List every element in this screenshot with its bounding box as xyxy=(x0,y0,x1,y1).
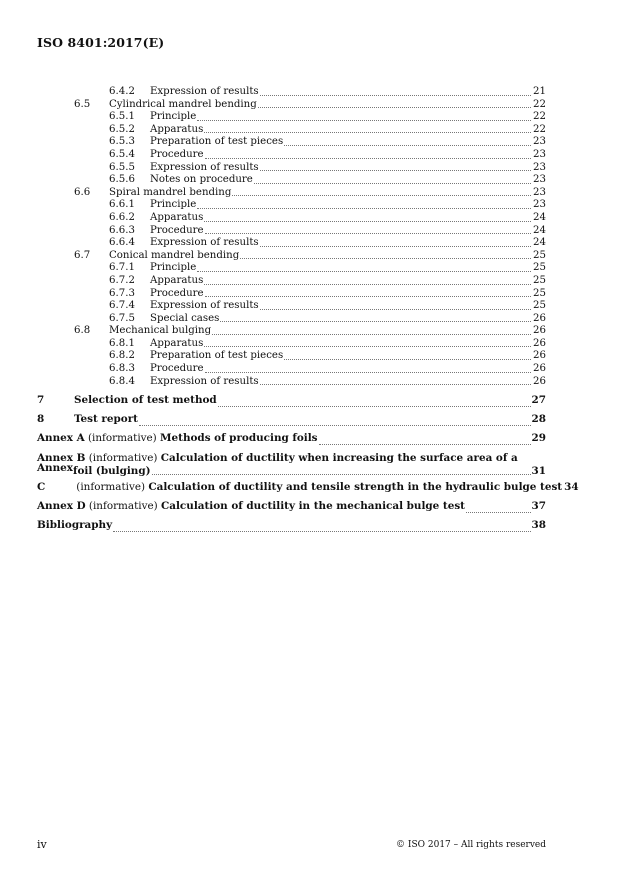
toc-leader-dots xyxy=(197,207,531,209)
toc-leader-dots xyxy=(258,106,531,108)
toc-leader-dots xyxy=(260,169,531,171)
toc-leader-dots xyxy=(240,257,531,259)
toc-entry-page: 26 xyxy=(533,350,546,362)
toc-entry-number: 6.6.2 xyxy=(109,211,135,223)
toc-leader-dots xyxy=(139,424,531,426)
toc-leader-dots xyxy=(204,283,531,285)
toc-entry-number: 6.7.2 xyxy=(109,274,135,286)
toc-entry-title: Expression of results xyxy=(150,237,259,249)
toc-entry-bibliography[interactable] xyxy=(37,516,546,535)
toc-leader-dots xyxy=(197,270,531,272)
toc-leader-dots xyxy=(260,308,531,310)
toc-entry-number: 6.6 xyxy=(74,186,91,198)
toc-entry[interactable] xyxy=(37,325,546,338)
toc-leader-dots xyxy=(260,245,531,247)
toc-entry-title: Selection of test method xyxy=(74,394,217,407)
toc-entry-page: 31 xyxy=(531,465,546,478)
toc-entry-title: Spiral mandrel bending xyxy=(109,186,232,198)
toc-entry-title: Procedure xyxy=(150,148,204,160)
toc-leader-dots xyxy=(205,157,531,159)
toc-leader-dots xyxy=(152,473,531,475)
toc-entry-number: 6.5.3 xyxy=(109,136,135,148)
toc-entry-title: Expression of results xyxy=(150,86,259,97)
toc-entry-title: Calculation of ductility and tensile strength in the hydraulic bulge test xyxy=(148,480,563,493)
toc-entry[interactable] xyxy=(37,162,546,175)
toc-leader-dots xyxy=(284,144,531,146)
toc-entry-number: 7 xyxy=(37,394,45,407)
toc-entry[interactable] xyxy=(37,237,546,250)
toc-entry-clause-7[interactable] xyxy=(37,391,546,410)
toc-entry-page: 29 xyxy=(531,432,546,445)
toc-leader-dots xyxy=(113,530,530,532)
toc-entry-page: 24 xyxy=(533,211,546,223)
toc-entry-page: 38 xyxy=(531,518,546,531)
toc-entry[interactable] xyxy=(37,212,546,225)
toc-entry[interactable] xyxy=(37,350,546,363)
toc-entry[interactable] xyxy=(37,250,546,263)
toc-entry[interactable] xyxy=(37,363,546,376)
toc-entry[interactable] xyxy=(37,338,546,351)
toc-entry-title-line1: Calculation of ductility when increasing the surface area of a xyxy=(160,452,518,465)
toc-entry-title: Apparatus xyxy=(150,337,204,349)
toc-entry-page: 23 xyxy=(533,174,546,186)
toc-entry-title: Apparatus xyxy=(150,123,204,135)
toc-leader-dots xyxy=(218,405,531,407)
toc-entry-title: Notes on procedure xyxy=(150,174,253,186)
toc-entry-number: 6.6.1 xyxy=(109,199,135,211)
toc-leader-dots xyxy=(204,345,531,347)
toc-entry-number: 6.5.2 xyxy=(109,123,135,135)
annex-kind: (informative) xyxy=(84,432,161,445)
toc-entry-title: Cylindrical mandrel bending xyxy=(109,98,257,110)
toc-entry[interactable] xyxy=(37,149,546,162)
toc-leader-dots xyxy=(466,511,531,513)
toc-entry-number: 6.7.4 xyxy=(109,300,135,312)
toc-entry-title: Special cases xyxy=(150,312,220,324)
toc-entry-number: 6.8.4 xyxy=(109,375,135,387)
toc-entry-page: 26 xyxy=(533,325,546,337)
toc-entry[interactable] xyxy=(37,288,546,301)
toc-entry-page: 26 xyxy=(533,312,546,324)
toc-entry-number: 6.4.2 xyxy=(109,86,135,97)
toc-entry-title: Procedure xyxy=(150,287,204,299)
toc-entry-number: 6.5.4 xyxy=(109,148,135,160)
toc-entry-clause-8[interactable] xyxy=(37,410,546,429)
toc-subsection-list xyxy=(37,86,546,388)
toc-leader-dots xyxy=(205,232,531,234)
document-header: ISO 8401:2017(E) xyxy=(37,35,165,50)
toc-entry-number: 8 xyxy=(37,413,45,426)
toc-entry[interactable] xyxy=(37,376,546,389)
toc-entry-title: Principle xyxy=(150,111,197,123)
toc-leader-dots xyxy=(284,358,531,360)
toc-entry[interactable] xyxy=(37,86,546,99)
toc-entry-page: 23 xyxy=(533,186,546,198)
toc-entry[interactable] xyxy=(37,124,546,137)
toc-entry-title: Procedure xyxy=(150,224,204,236)
toc-leader-dots xyxy=(204,220,531,222)
annex-kind: (informative) xyxy=(72,480,149,493)
toc-entry-title: Calculation of ductility in the mechanical bulge test xyxy=(160,499,465,512)
annex-label: Annex B xyxy=(37,452,86,465)
toc-entry-number: 6.8.2 xyxy=(109,350,135,362)
toc-entry-page: 23 xyxy=(533,136,546,148)
toc-entry-page: 25 xyxy=(533,300,546,312)
toc-entry-page: 23 xyxy=(533,148,546,160)
toc-entry[interactable] xyxy=(37,262,546,275)
toc-entry-number: 6.7 xyxy=(74,249,91,261)
toc-entry-number: 6.6.3 xyxy=(109,224,135,236)
toc-entry-number: 6.7.5 xyxy=(109,312,135,324)
toc-entry[interactable] xyxy=(37,136,546,149)
toc-entry-page: 22 xyxy=(533,123,546,135)
toc-entry-title: Preparation of test pieces xyxy=(150,350,284,362)
toc-entry[interactable] xyxy=(37,225,546,238)
toc-leader-dots xyxy=(220,320,531,322)
toc-entry-page: 25 xyxy=(533,249,546,261)
toc-entry-title: Apparatus xyxy=(150,274,204,286)
toc-entry-number: 6.5.6 xyxy=(109,174,135,186)
toc-leader-dots xyxy=(205,295,531,297)
toc-entry[interactable] xyxy=(37,300,546,313)
toc-entry-number: 6.5.1 xyxy=(109,111,135,123)
toc-entry-page: 34 xyxy=(564,480,579,493)
annex-label: Annex A xyxy=(37,432,85,445)
toc-entry-page: 26 xyxy=(533,375,546,387)
toc-entry-page: 25 xyxy=(533,287,546,299)
toc-entry-number: 6.5 xyxy=(74,98,91,110)
toc-leader-dots xyxy=(232,194,531,196)
toc-entry-title: Procedure xyxy=(150,363,204,375)
toc-entry[interactable] xyxy=(37,99,546,112)
toc-entry-title: Expression of results xyxy=(150,300,259,312)
toc-entry[interactable] xyxy=(37,199,546,212)
toc-entry-number: 6.8 xyxy=(74,325,91,337)
page-number: iv xyxy=(37,838,47,851)
toc-entry-page: 24 xyxy=(533,224,546,236)
toc-leader-dots xyxy=(260,383,531,385)
toc-leader-dots xyxy=(212,333,531,335)
toc-entry[interactable] xyxy=(37,174,546,187)
toc-leader-dots xyxy=(260,94,531,96)
toc-entry-title: Preparation of test pieces xyxy=(150,136,284,148)
toc-entry-annex-d[interactable] xyxy=(37,497,546,516)
toc-entry-number: 6.8.1 xyxy=(109,337,135,349)
toc-entry-page: 26 xyxy=(533,337,546,349)
toc-entry[interactable] xyxy=(37,275,546,288)
annex-kind: (informative) xyxy=(85,452,161,465)
toc-entry-page: 25 xyxy=(533,274,546,286)
toc-leader-dots xyxy=(197,119,531,121)
toc-entry-page: 21 xyxy=(533,86,546,97)
annex-label: Annex C xyxy=(37,461,73,493)
toc-entry-title-line2: foil (bulging) xyxy=(73,465,151,478)
toc-entry[interactable] xyxy=(37,313,546,326)
toc-entry-page: 22 xyxy=(533,111,546,123)
toc-entry-page: 24 xyxy=(533,237,546,249)
toc-leader-dots xyxy=(204,131,531,133)
toc-entry-title: Test report xyxy=(74,413,138,426)
toc-entry-title: Principle xyxy=(150,199,197,211)
toc-entry-page: 28 xyxy=(531,413,546,426)
toc-entry-annex-b[interactable] xyxy=(37,452,546,478)
toc-entry-page: 25 xyxy=(533,262,546,274)
toc-leader-dots xyxy=(254,182,531,184)
toc-entry-page: 37 xyxy=(531,499,546,512)
toc-entry-page: 22 xyxy=(533,98,546,110)
toc-entry-title: Mechanical bulging xyxy=(109,325,212,337)
toc-entry-number: 6.7.1 xyxy=(109,262,135,274)
toc-entry-title: Apparatus xyxy=(150,211,204,223)
toc-entry-page: 27 xyxy=(531,394,546,407)
toc-entry-page: 23 xyxy=(533,161,546,173)
annex-kind: (informative) xyxy=(85,499,161,512)
toc-leader-dots xyxy=(205,371,531,373)
copyright-notice: © ISO 2017 – All rights reserved xyxy=(396,840,546,850)
toc-entry-number: 6.5.5 xyxy=(109,161,135,173)
toc-entry-title: Expression of results xyxy=(150,161,259,173)
toc-entry-title: Methods of producing foils xyxy=(160,432,318,445)
toc-entry-title: Principle xyxy=(150,262,197,274)
toc-entry-number: 6.8.3 xyxy=(109,363,135,375)
toc-entry-title: Expression of results xyxy=(150,375,259,387)
toc-entry-title: Conical mandrel bending xyxy=(109,249,240,261)
annex-label: Annex D xyxy=(37,499,86,512)
toc-entry-number: 6.7.3 xyxy=(109,287,135,299)
table-of-contents xyxy=(37,86,579,535)
toc-entry[interactable] xyxy=(37,187,546,200)
toc-entry-number: 6.6.4 xyxy=(109,237,135,249)
toc-entry[interactable] xyxy=(37,111,546,124)
toc-leader-dots xyxy=(319,443,531,445)
toc-entry-annex-a[interactable] xyxy=(37,429,546,448)
toc-entry-page: 23 xyxy=(533,199,546,211)
toc-entry-title: Bibliography xyxy=(37,518,113,531)
toc-entry-page: 26 xyxy=(533,363,546,375)
